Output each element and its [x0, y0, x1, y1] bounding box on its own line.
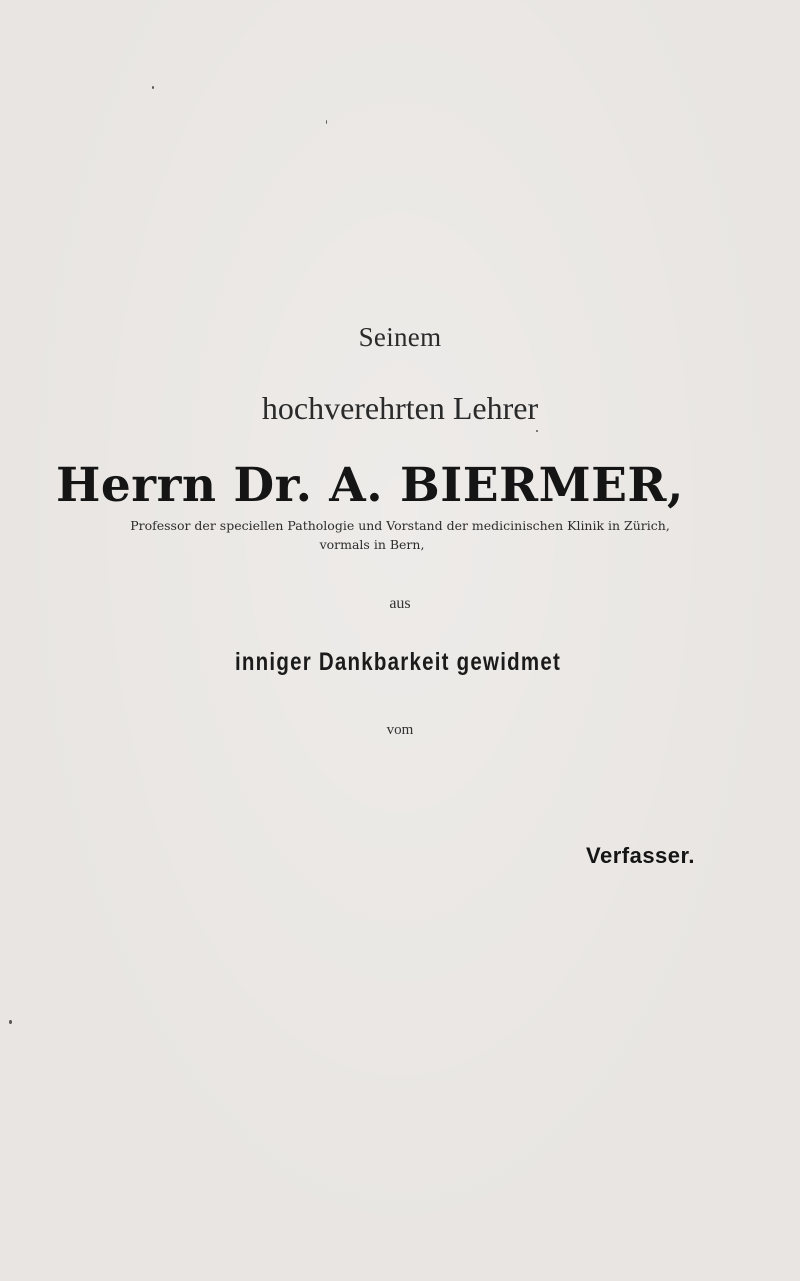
dedication-teacher-line: hochverehrten Lehrer [261, 390, 539, 426]
dedication-opening: Seinem [358, 322, 442, 352]
dedication-author: Verfasser. [586, 843, 695, 868]
dedication-vom: vom [386, 722, 414, 738]
paper-speck [152, 86, 154, 89]
dedicatee-name: Herrn Dr. A. BIERMER, [56, 458, 684, 513]
paper-speck [326, 120, 327, 124]
dedication-gratitude: inniger Dankbarkeit gewidmet [234, 648, 562, 676]
dedicatee-former-position: vormals in Bern, [319, 537, 425, 552]
paper-speck [536, 430, 538, 432]
dedicatee-title: Professor der speciellen Pathologie und Vorstand der medicinischen Klinik in Zürich, [130, 518, 670, 533]
paper-speck [9, 1020, 12, 1024]
dedication-aus: aus [389, 595, 411, 612]
